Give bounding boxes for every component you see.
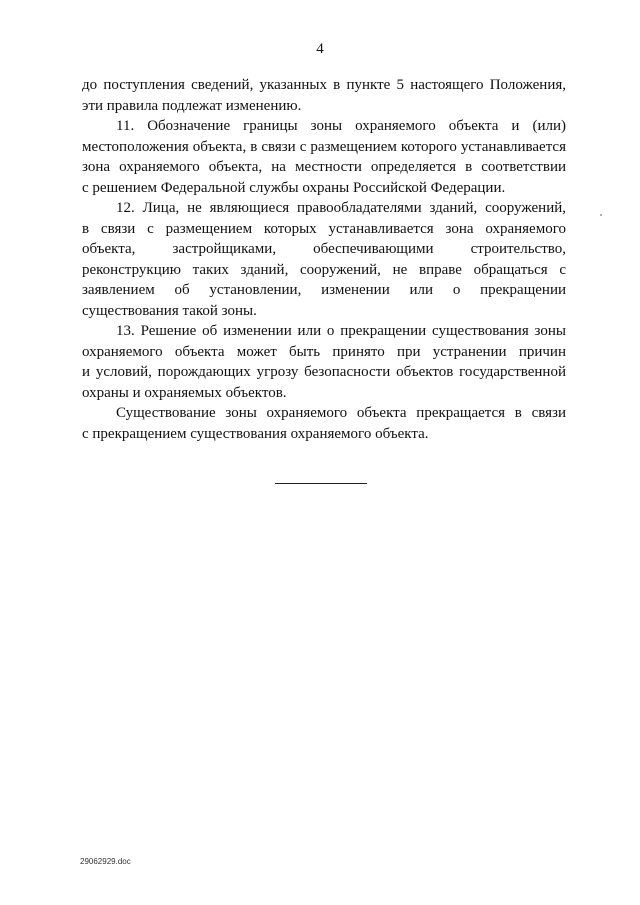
text-line: заявлением об установлении, изменении или о прекращении bbox=[82, 282, 566, 298]
scan-artifact-dot bbox=[600, 214, 602, 216]
text-line: Существование зоны охраняемого объекта прекращается в связи bbox=[116, 405, 566, 421]
paragraph bbox=[82, 403, 566, 444]
text-line: и условий, порождающих угрозу безопасности объектов государственной bbox=[82, 364, 566, 380]
paragraph bbox=[82, 198, 566, 321]
paragraph bbox=[82, 75, 566, 116]
text-line: местоположения объекта, в связи с размещением которого устанавливается bbox=[82, 138, 566, 155]
separator-line bbox=[275, 483, 367, 484]
text-line: охраны и охраняемых объектов. bbox=[82, 384, 287, 401]
text-line: зона охраняемого объекта, на местности определяется в соответствии bbox=[82, 159, 566, 175]
paragraph bbox=[82, 116, 566, 198]
text-line: эти правила подлежат изменению. bbox=[82, 97, 302, 114]
paragraph bbox=[82, 321, 566, 403]
text-line: реконструкцию таких зданий, сооружений, не вправе обращаться с bbox=[82, 261, 566, 278]
text-line: существования такой зоны. bbox=[82, 302, 257, 319]
text-line: 12. Лица, не являющиеся правообладателями зданий, сооружений, bbox=[116, 200, 566, 216]
footer-file-name: 29062929.doc bbox=[80, 857, 131, 866]
text-line: в связи с размещением которых устанавливается зона охраняемого bbox=[82, 220, 566, 237]
text-line: охраняемого объекта может быть принято при устранении причин bbox=[82, 343, 566, 360]
text-line: до поступления сведений, указанных в пункте 5 настоящего Положения, bbox=[82, 77, 566, 93]
text-line: 11. Обозначение границы зоны охраняемого объекта и (или) bbox=[116, 118, 566, 134]
text-line: 13. Решение об изменении или о прекращении существования зоны bbox=[116, 323, 566, 339]
text-line: с прекращением существования охраняемого объекта. bbox=[82, 425, 429, 442]
text-line: объекта, застройщиками, обеспечивающими строительство, bbox=[82, 241, 566, 257]
document-body bbox=[82, 75, 566, 444]
text-line: с решением Федеральной службы охраны Российской Федерации. bbox=[82, 179, 506, 196]
page-number: 4 bbox=[316, 41, 324, 57]
